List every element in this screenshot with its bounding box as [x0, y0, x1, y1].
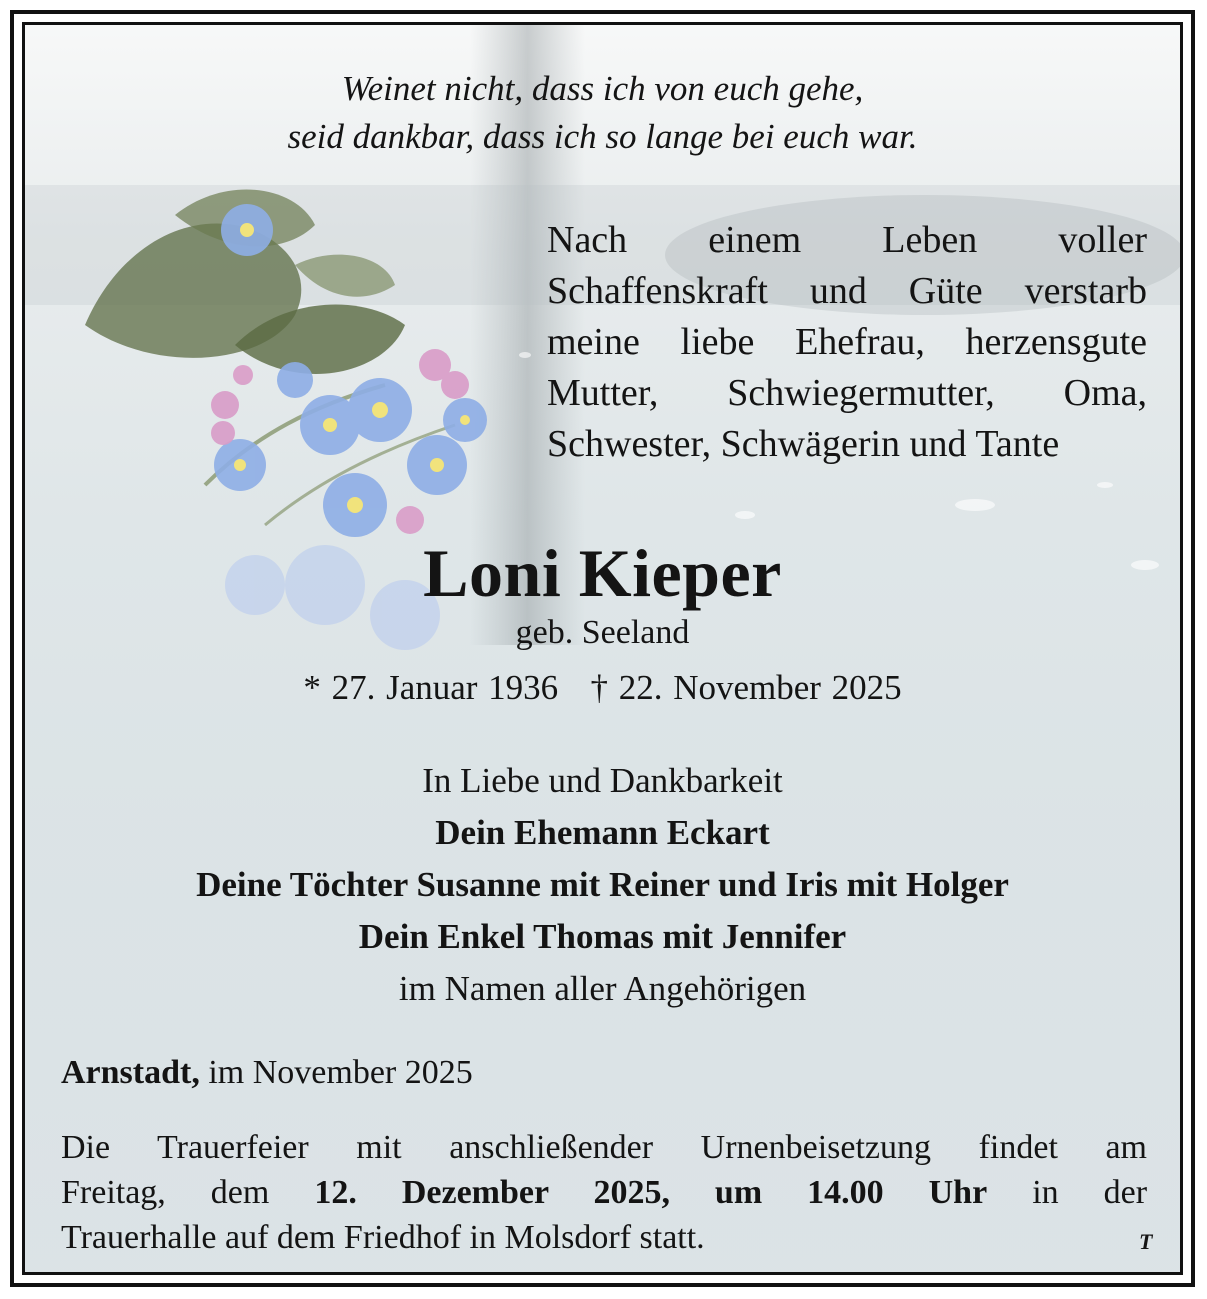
birth-date: * 27. Januar 1936: [303, 668, 559, 707]
funeral-note-line-3: Trauerhalle auf dem Friedhof in Molsdorf statt.: [61, 1219, 705, 1256]
birth-name: geb. Seeland: [515, 614, 690, 651]
place-date: [61, 1050, 473, 1096]
intro-line: meine liebe Ehefrau, herzensgute: [547, 321, 1147, 363]
life-dates: [25, 665, 1180, 711]
intro-line: Mutter, Schwiegermutter, Oma,: [547, 372, 1147, 414]
mourners-intro: In Liebe und Dankbarkeit: [422, 761, 783, 800]
mourner-husband: Dein Ehemann Eckart: [435, 813, 770, 852]
motto-line-2: seid dankbar, dass ich so lange bei euch war.: [287, 117, 918, 156]
funeral-note: [61, 1125, 1147, 1260]
funeral-note-line-1: Die Trauerfeier mit anschließender Urnenbeisetzung findet am: [61, 1129, 1147, 1166]
funeral-datetime: 12. Dezember 2025, um 14.00 Uhr: [314, 1174, 988, 1211]
intro-line: Schwester, Schwägerin und Tante: [547, 423, 1060, 465]
mourner-grandchild: Dein Enkel Thomas mit Jennifer: [358, 917, 847, 956]
date: im November 2025: [208, 1054, 473, 1091]
funeral-location-prefix: in der: [1032, 1174, 1148, 1211]
motto-line-1: Weinet nicht, dass ich von euch gehe,: [341, 69, 864, 108]
notice-panel: [22, 22, 1183, 1275]
intro-line: Nach einem Leben voller: [547, 219, 1147, 261]
funeral-note-line-2: [61, 1170, 1147, 1215]
intro-line: Schaffenskraft und Güte verstarb: [547, 270, 1147, 312]
place: Arnstadt,: [61, 1054, 200, 1091]
death-date: † 22. November 2025: [590, 668, 902, 707]
deceased-name: Loni Kieper: [423, 535, 782, 611]
mourner-daughters: Deine Töchter Susanne mit Reiner und Iris mit Holger: [196, 865, 1009, 904]
funeral-day: Freitag, dem: [61, 1174, 270, 1211]
intro-text: [547, 215, 1147, 470]
publisher-logo: T: [1139, 1229, 1153, 1254]
mourners-closing: im Namen aller Angehörigen: [398, 969, 807, 1008]
